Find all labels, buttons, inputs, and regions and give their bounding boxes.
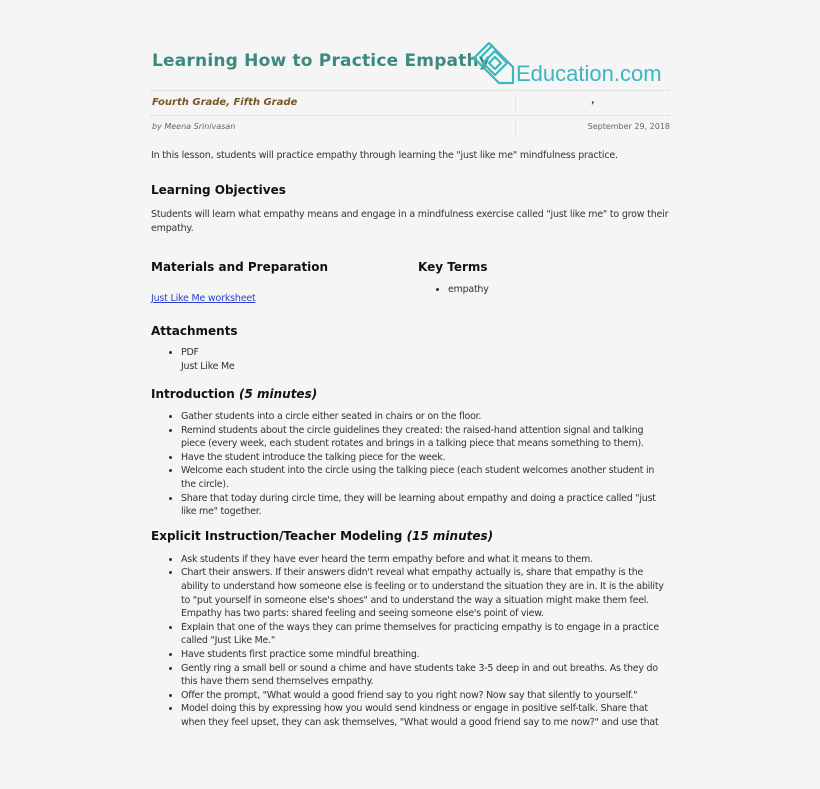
- materials-section: [151, 260, 328, 305]
- author: by Meena Srinivasan: [152, 122, 236, 131]
- attachment-item[interactable]: [181, 346, 238, 373]
- introduction-list: [151, 410, 670, 519]
- document-header: [151, 40, 670, 90]
- list-item: • Gently ring a small bell or sound a chime and have students take 3-5 deep in and out breaths. As they do this have them send themselves empathy.: [181, 662, 670, 689]
- key-terms-heading: Key Terms: [418, 260, 488, 274]
- logo-text: Education.com: [516, 61, 662, 86]
- list-item: • Gather students into a circle either seated in chairs or on the floor.: [181, 410, 670, 424]
- materials-keyterms-row: [151, 260, 670, 372]
- lesson-intro: In this lesson, students will practice empathy through learning the "just like me" mindfulness practice.: [151, 150, 618, 161]
- byline-row: [151, 116, 670, 140]
- lesson-plan-document: [151, 40, 670, 729]
- materials-heading: Materials and Preparation: [151, 260, 329, 274]
- list-item: • Share that today during circle time, they will be learning about empathy and doing a practice called "just like me" together.: [181, 492, 670, 519]
- attachments-section: [151, 324, 238, 373]
- list-item: • Offer the prompt, "What would a good friend say to you right now? Now say that silently to yourself.": [181, 689, 670, 703]
- list-item: • Explain that one of the ways they can prime themselves for practicing empathy is to engage in a practice called "Just Like Me.": [181, 621, 670, 648]
- publish-date: September 29, 2018: [587, 122, 670, 131]
- learning-objectives-text: Students will learn what empathy means and engage in a mindfulness exercise called "just like me" to grow their empathy.: [151, 209, 669, 234]
- key-terms-section: [418, 260, 489, 297]
- list-item: • Have the student introduce the talking piece for the week.: [181, 451, 670, 465]
- list-item: • Model doing this by expressing how you would send kindness or engage in positive self-talk. Share that when they feel upset, they can ask themselves, "What would a good friend say to me now?" and use that: [181, 702, 670, 729]
- pencil-logo-icon: [469, 41, 519, 87]
- key-term-item: • empathy: [448, 283, 489, 297]
- education-com-logo[interactable]: [469, 41, 671, 87]
- explicit-instruction-duration: (15 minutes): [406, 528, 494, 543]
- explicit-instruction-list: [151, 553, 670, 730]
- introduction-duration: (5 minutes): [238, 387, 318, 401]
- list-item: • Ask students if they have ever heard the term empathy before and what it means to them.: [181, 553, 670, 567]
- worksheet-link[interactable]: Just Like Me worksheet: [151, 293, 256, 304]
- grade-level: Fourth Grade, Fifth Grade: [152, 97, 298, 108]
- grade-row: [151, 91, 670, 115]
- list-item: • Remind students about the circle guidelines they created: the raised-hand attention signal and talking piece (every week, each student rotates and brings in a talking piece that means something to them).: [181, 424, 670, 451]
- introduction-heading: Introduction (5 minutes): [151, 387, 318, 401]
- key-terms-list: [418, 283, 489, 297]
- explicit-instruction-heading: Explicit Instruction/Teacher Modeling (15 minutes): [151, 528, 494, 543]
- page-cutoff: [0, 751, 820, 789]
- learning-objectives-heading: Learning Objectives: [151, 183, 286, 197]
- attachments-heading: Attachments: [151, 324, 238, 338]
- vertical-divider: [515, 94, 516, 111]
- subject-field: ,: [591, 95, 595, 106]
- attachments-list: [151, 346, 238, 373]
- page-title: Learning How to Practice Empathy: [152, 51, 491, 71]
- list-item: • Welcome each student into the circle using the talking piece (each student welcomes another student in the circle).: [181, 464, 670, 491]
- attachment-type: PDF: [181, 347, 199, 358]
- attachment-name: Just Like Me: [181, 360, 235, 372]
- vertical-divider: [515, 119, 516, 136]
- list-item: • Have students first practice some mindful breathing.: [181, 648, 670, 662]
- list-item: • Chart their answers. If their answers didn't reveal what empathy actually is, share that empathy is the ability to understand how someone else is feeling or to understand the situation they are in. It is the ability to "put yourself in someone else's shoes" and to understand the way a situation might make them feel. Empathy has two parts: shared feeling and seeing someone else's point of view.: [181, 566, 670, 620]
